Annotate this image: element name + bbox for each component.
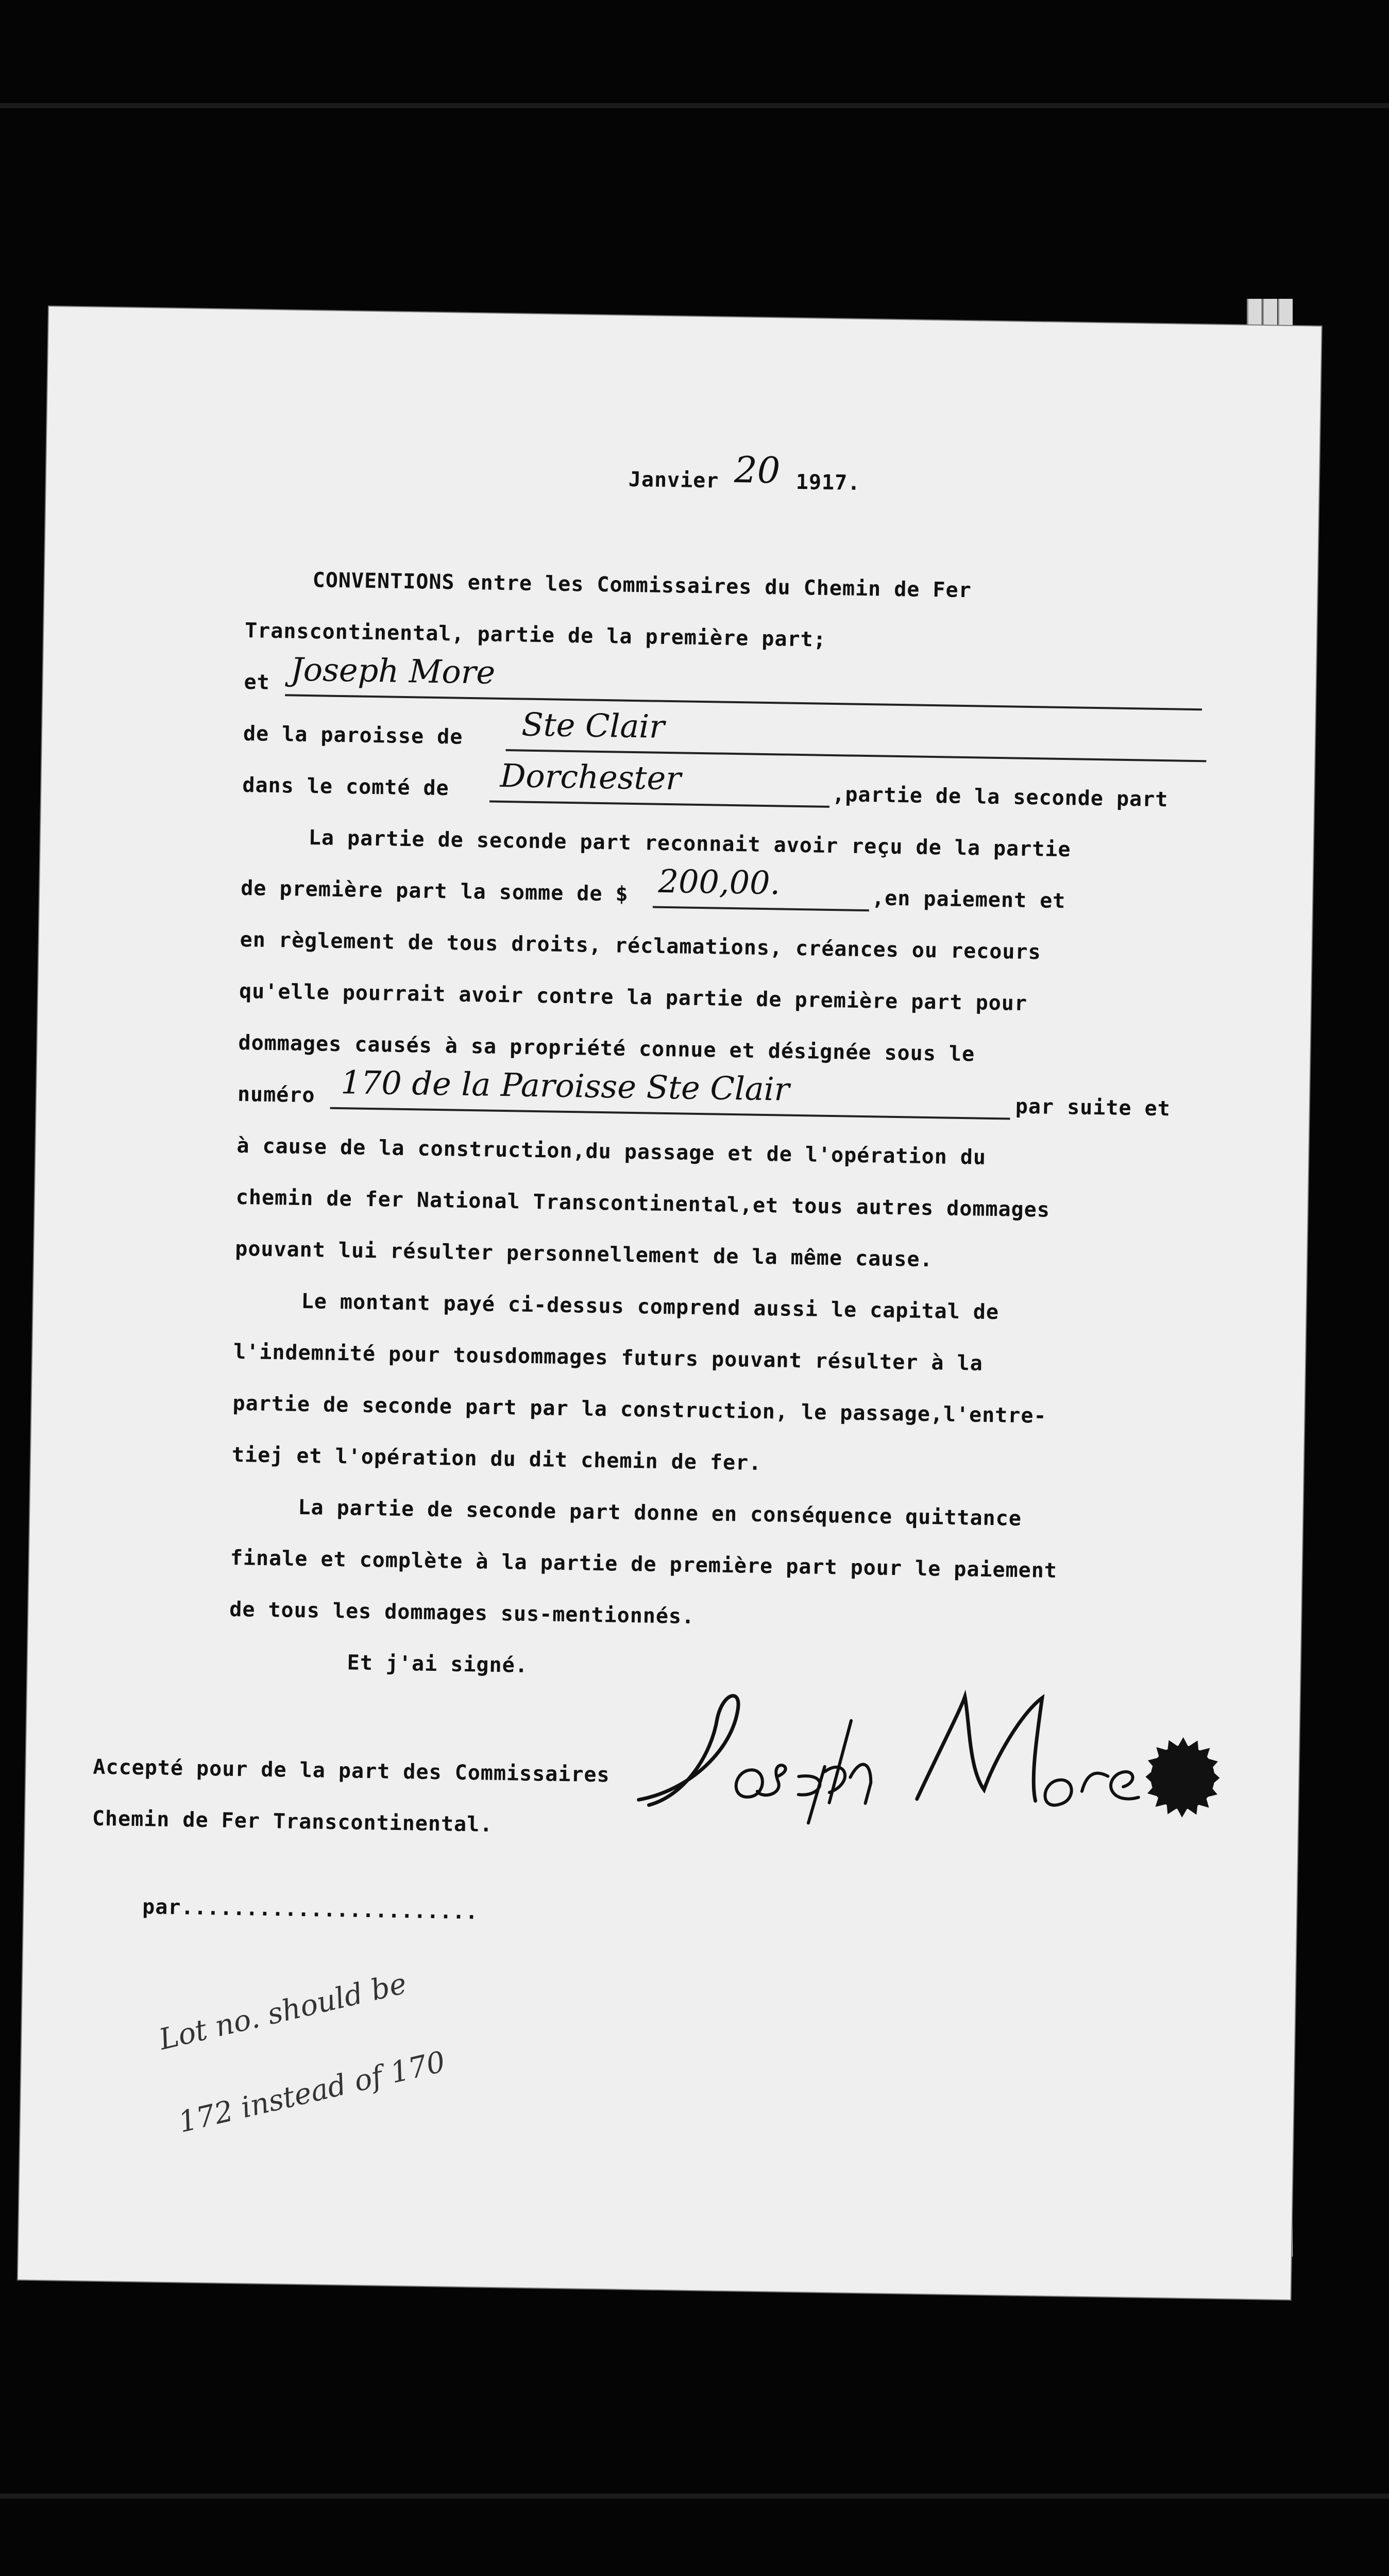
party-name-handwritten: Joseph More bbox=[290, 650, 496, 691]
date-prefix: Janvier bbox=[628, 467, 719, 493]
accepted-line-1: Accepté pour de la part des Commissaires bbox=[93, 1755, 611, 1787]
parish-label: de la paroisse de bbox=[243, 722, 463, 749]
body-line-4: qu'elle pourrait avoir contre la partie de première part pour bbox=[239, 979, 1028, 1015]
body-line-6-pre: numéro bbox=[237, 1082, 315, 1108]
amount-line bbox=[653, 906, 869, 912]
scan-edge-top bbox=[0, 103, 1389, 108]
handwritten-note-line-2: 172 instead of 170 bbox=[175, 2045, 449, 2140]
body-line-8: chemin de fer National Transcontinental,et tous autres dommages bbox=[235, 1185, 1051, 1222]
amount-handwritten: 200,00. bbox=[658, 862, 781, 902]
body-line-10: Le montant payé ci-dessus comprend aussi le capital de bbox=[301, 1289, 1000, 1325]
body-line-1: La partie de seconde part reconnait avoir reçu de la partie bbox=[308, 826, 1071, 862]
second-part-label: ,partie de la seconde part bbox=[832, 782, 1168, 812]
body-line-15: finale et complète à la partie de première part pour le paiement bbox=[230, 1546, 1058, 1583]
body-line-16: de tous les dommages sus-mentionnés. bbox=[229, 1597, 695, 1629]
accepted-line-2: Chemin de Fer Transcontinental. bbox=[92, 1806, 493, 1837]
body-line-14: La partie de seconde part donne en conséquence quittance bbox=[298, 1495, 1022, 1531]
county-name-handwritten: Dorchester bbox=[500, 756, 682, 798]
body-line-11: l'indemnité pour tousdommages futurs pouvant résulter à la bbox=[233, 1340, 984, 1376]
lot-line bbox=[330, 1107, 1010, 1120]
body-line-2-post: ,en paiement et bbox=[871, 886, 1066, 913]
county-line bbox=[489, 801, 829, 808]
document-page bbox=[18, 307, 1322, 2299]
signed-line: Et j'ai signé. bbox=[347, 1651, 529, 1677]
parish-name-handwritten: Ste Clair bbox=[521, 705, 665, 745]
signature-joseph-more bbox=[628, 1671, 1223, 1835]
body-line-5: dommages causés à sa propriété connue et désignée sous le bbox=[238, 1030, 975, 1066]
par-line: par....................... bbox=[142, 1895, 479, 1924]
body-line-7: à cause de la construction,du passage et de l'opération du bbox=[236, 1133, 987, 1170]
et-label: et bbox=[244, 670, 270, 694]
date-day-handwritten: 20 bbox=[734, 448, 781, 492]
body-line-2-pre: de première part la somme de $ bbox=[240, 876, 629, 906]
lot-description-handwritten: 170 de la Paroisse Ste Clair bbox=[340, 1063, 790, 1108]
date-year: 1917. bbox=[795, 470, 861, 495]
body-line-9: pouvant lui résulter personnellement de la même cause. bbox=[234, 1236, 933, 1272]
body-line-12: partie de seconde part par la construction, le passage,l'entre- bbox=[232, 1391, 1047, 1428]
body-line-6-post: par suite et bbox=[1015, 1094, 1171, 1121]
scan-edge-bottom bbox=[0, 2494, 1389, 2499]
body-line-3: en règlement de tous droits, réclamations, créances ou recours bbox=[240, 927, 1042, 964]
conventions-line-1: CONVENTIONS entre les Commissaires du Chemin de Fer bbox=[312, 568, 972, 603]
body-line-13: tiej et l'opération du dit chemin de fer. bbox=[231, 1443, 762, 1476]
party-name-line bbox=[285, 694, 1202, 710]
conventions-line-2: Transcontinental, partie de la première part; bbox=[244, 619, 827, 652]
handwritten-note-line-1: Lot no. should be bbox=[156, 1967, 410, 2057]
county-label: dans le comté de bbox=[242, 773, 450, 801]
